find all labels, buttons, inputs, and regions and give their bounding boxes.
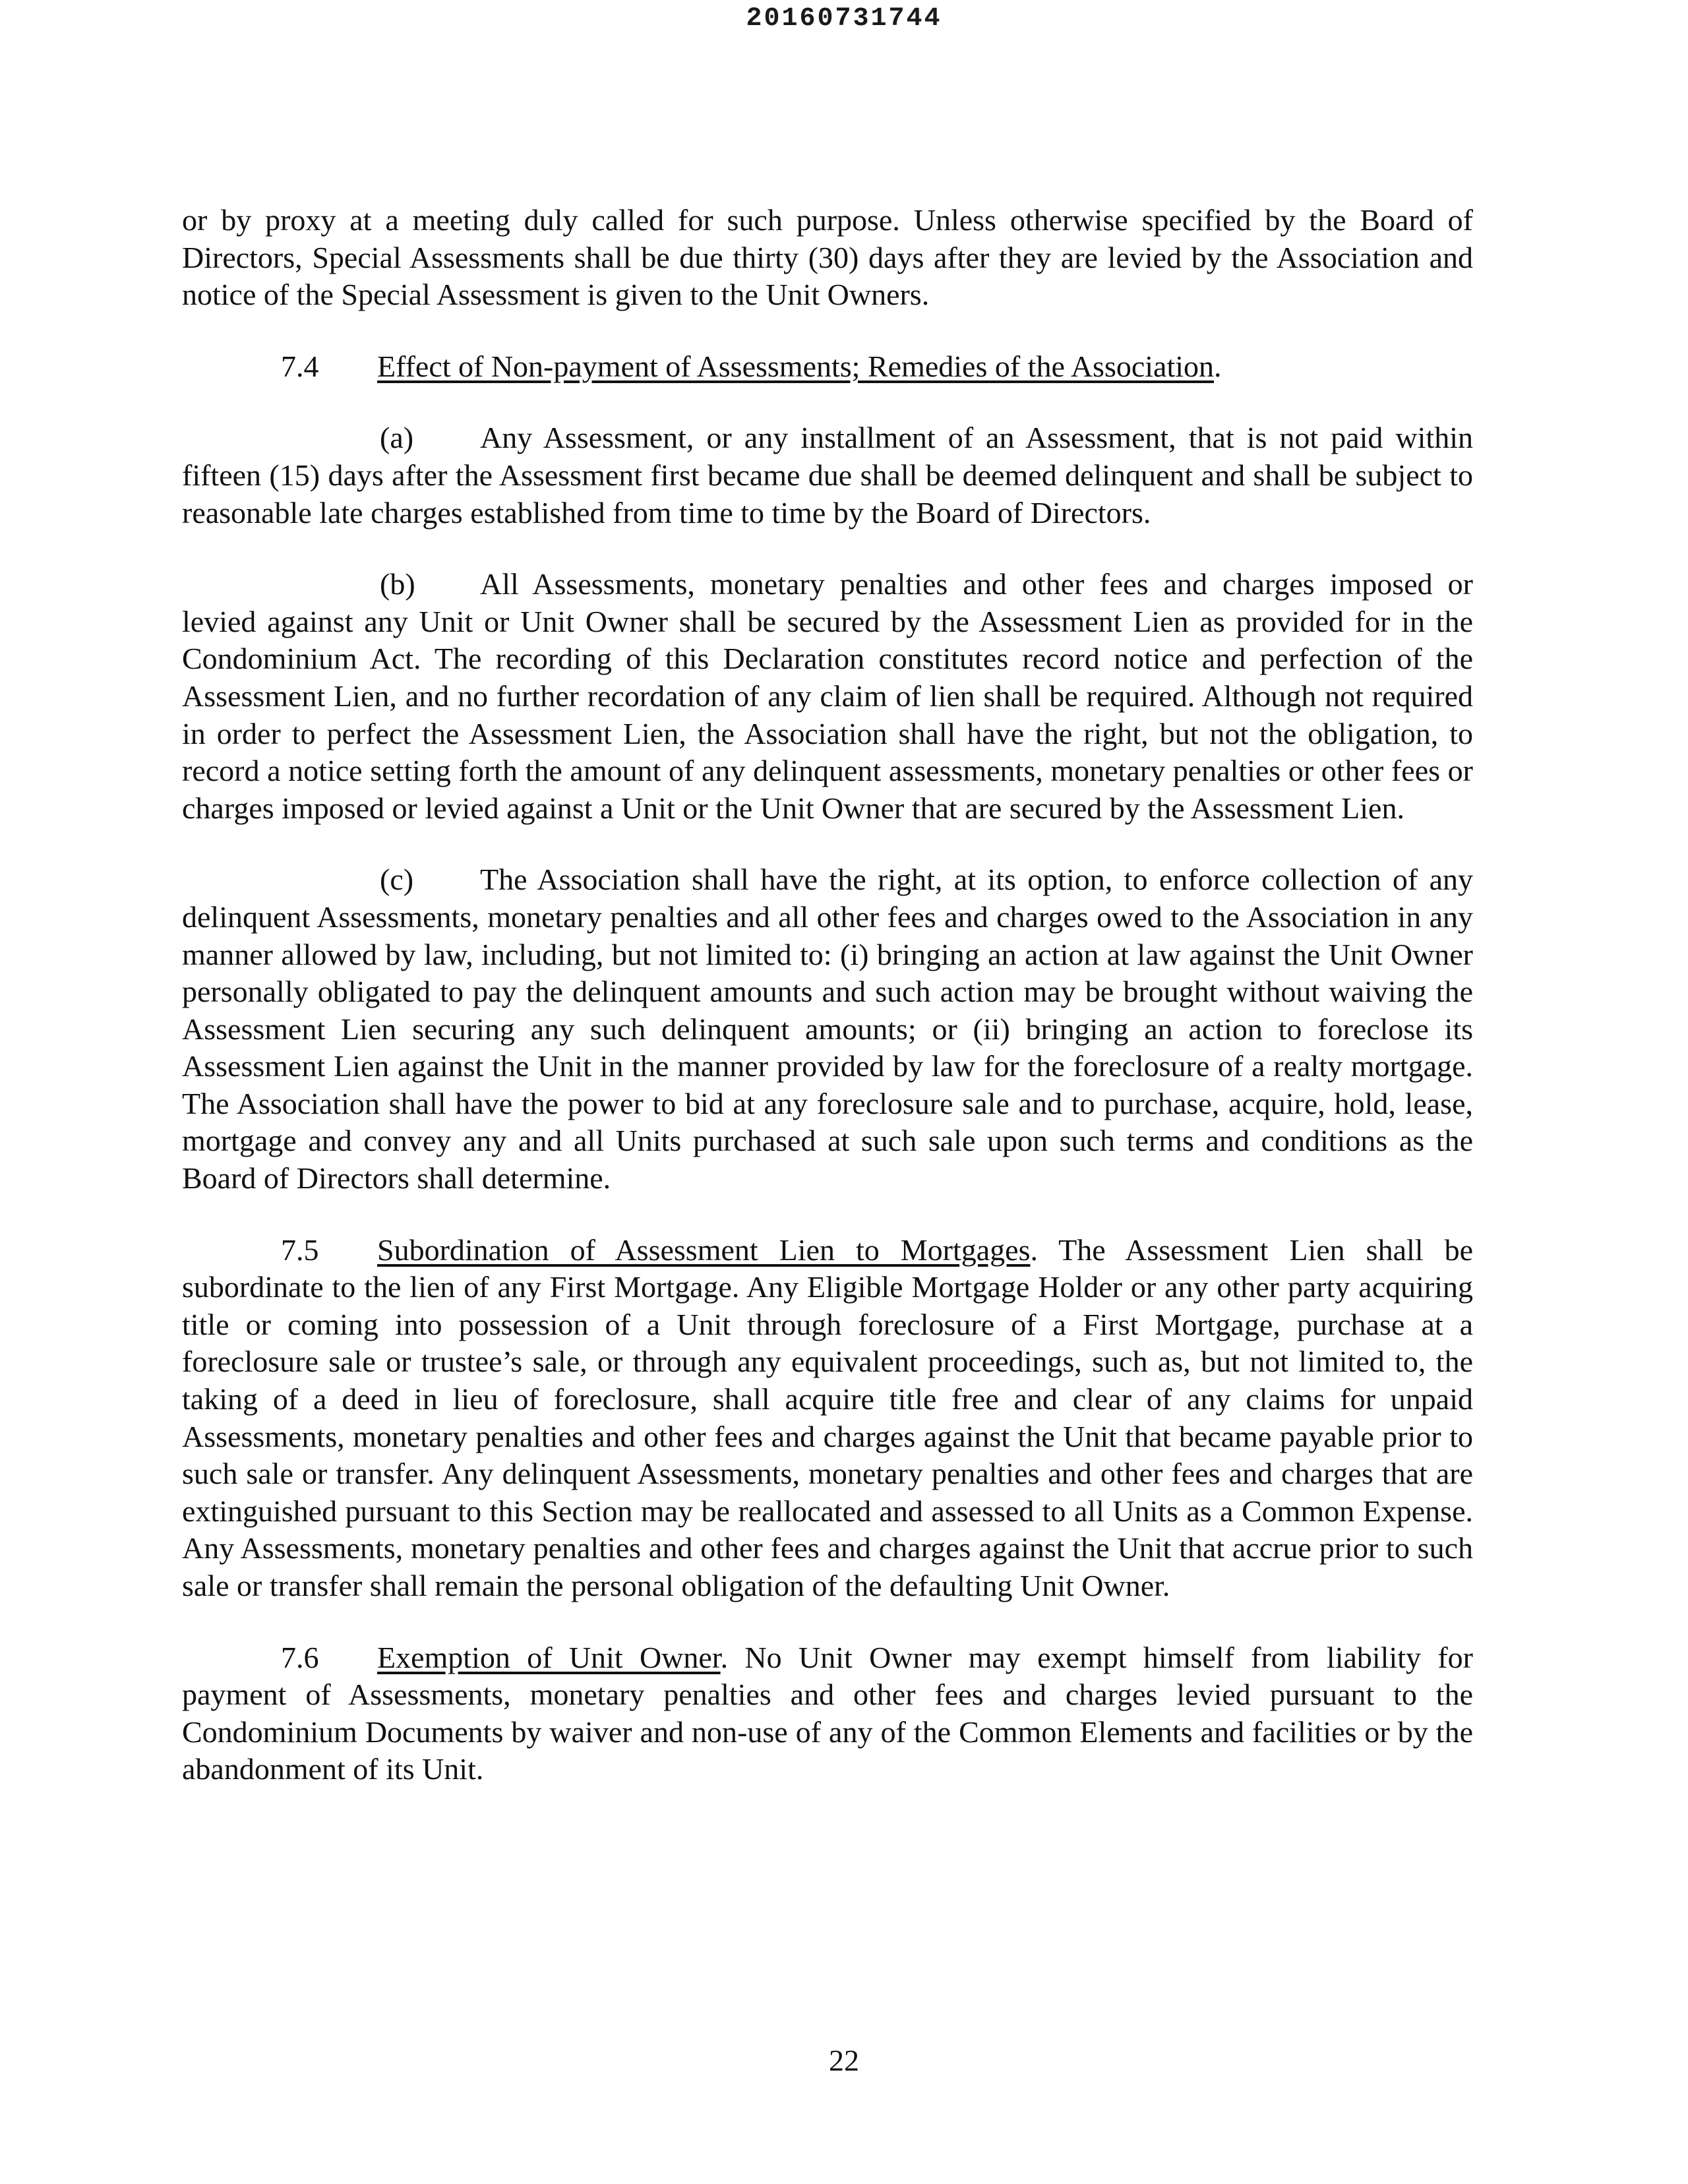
section-7-6 bbox=[182, 1639, 1473, 1788]
subsection-c bbox=[182, 861, 1473, 1197]
subsection-a-text: Any Assessment, or any installment of an Assessment, that is not paid within fifteen (15) days after the Assessment first became due shall be deemed delinquent and shall be subject to reasonable late charges established from time to time by the Board of Directors. bbox=[182, 421, 1473, 530]
section-7-6-title: Exemption of Unit Owner bbox=[377, 1640, 721, 1674]
section-7-6-number: 7.6 bbox=[281, 1640, 319, 1674]
section-7-5-number: 7.5 bbox=[281, 1232, 319, 1267]
paragraph-intro: or by proxy at a meeting duly called for such purpose. Unless otherwise specified by the Board of Directors, Special Assessments shall be due thirty (30) days after they are levied by the Association and notice of the Special Assessment is given to the Unit Owners. bbox=[182, 203, 1473, 312]
subsection-b-text: All Assessments, monetary penalties and other fees and charges imposed or levied against any Unit or Unit Owner shall be secured by the Assessment Lien as provided for in the Condominium Act. The recording of this Declaration constitutes record notice and perfection of the Assessment Lien, and no further recordation of any claim of lien shall be required. Although not required in order to perfect the Assessment Lien, the Association shall have the right, but not the obligation, to record a notice setting forth the amount of any delinquent assessments, monetary penalties or other fees or charges imposed or levied against a Unit or the Unit Owner that are secured by the Assessment Lien. bbox=[182, 567, 1473, 825]
document-body bbox=[182, 202, 1473, 1823]
section-7-4-heading bbox=[182, 348, 1473, 386]
page-number: 22 bbox=[829, 2044, 859, 2077]
subsection-c-text: The Association shall have the right, at its option, to enforce collection of any delinquent Assessments, monetary penalties and all other fees and charges owed to the Association in any manner allowed by law, including, but not limited to: (i) bringing an action at law against the Unit Owner personally obligated to pay the delinquent amounts and such action may be brought without waiving the Assessment Lien securing any such delinquent amounts; or (ii) bringing an action to foreclose its Assessment Lien against the Unit in the manner provided by law for the foreclosure of a realty mortgage. The Association shall have the power to bid at any foreclosure sale and to purchase, acquire, hold, lease, mortgage and convey any and all Units purchased at such sale upon such terms and conditions as the Board of Directors shall determine. bbox=[182, 863, 1473, 1196]
section-7-6-text: . No Unit Owner may exempt himself from liability for payment of Assessments, monetary penalties and other fees and charges levied pursuant to the Condominium Documents by waiver and non-use of any of the Common Elements and facilities or by the abandonment of its Unit. bbox=[182, 1640, 1473, 1786]
subsection-a bbox=[182, 419, 1473, 531]
subsection-b bbox=[182, 566, 1473, 827]
section-7-5-title: Subordination of Assessment Lien to Mortgages bbox=[377, 1232, 1031, 1267]
subsection-a-label: (a) bbox=[380, 421, 414, 455]
document-number: 20160731744 bbox=[746, 4, 942, 34]
section-7-5-text: . The Assessment Lien shall be subordinate to the lien of any First Mortgage. Any Eligible Mortgage Holder or any other party acquiring title or coming into possession of a Unit through foreclosure of a First Mortgage, purchase at a foreclosure sale or trustee’s sale, or through any equivalent proceedings, such as, but not limited to, the taking of a deed in lieu of foreclosure, shall acquire title free and clear of any claims for unpaid Assessments, monetary penalties and other fees and charges against the Unit that became payable prior to such sale or transfer. Any delinquent Assessments, monetary penalties and other fees and charges that are extinguished pursuant to this Section may be reallocated and assessed to all Units as a Common Expense. Any Assessments, monetary penalties and other fees and charges against the Unit that accrue prior to such sale or transfer shall remain the personal obligation of the defaulting Unit Owner. bbox=[182, 1232, 1473, 1602]
subsection-b-label: (b) bbox=[380, 567, 415, 601]
section-7-4-title: Effect of Non-payment of Assessments; Remedies of the Association bbox=[377, 349, 1215, 383]
section-7-4-title-period: . bbox=[1214, 349, 1222, 383]
section-7-4-number: 7.4 bbox=[281, 349, 319, 383]
subsection-c-label: (c) bbox=[380, 863, 414, 897]
section-7-5 bbox=[182, 1232, 1473, 1605]
